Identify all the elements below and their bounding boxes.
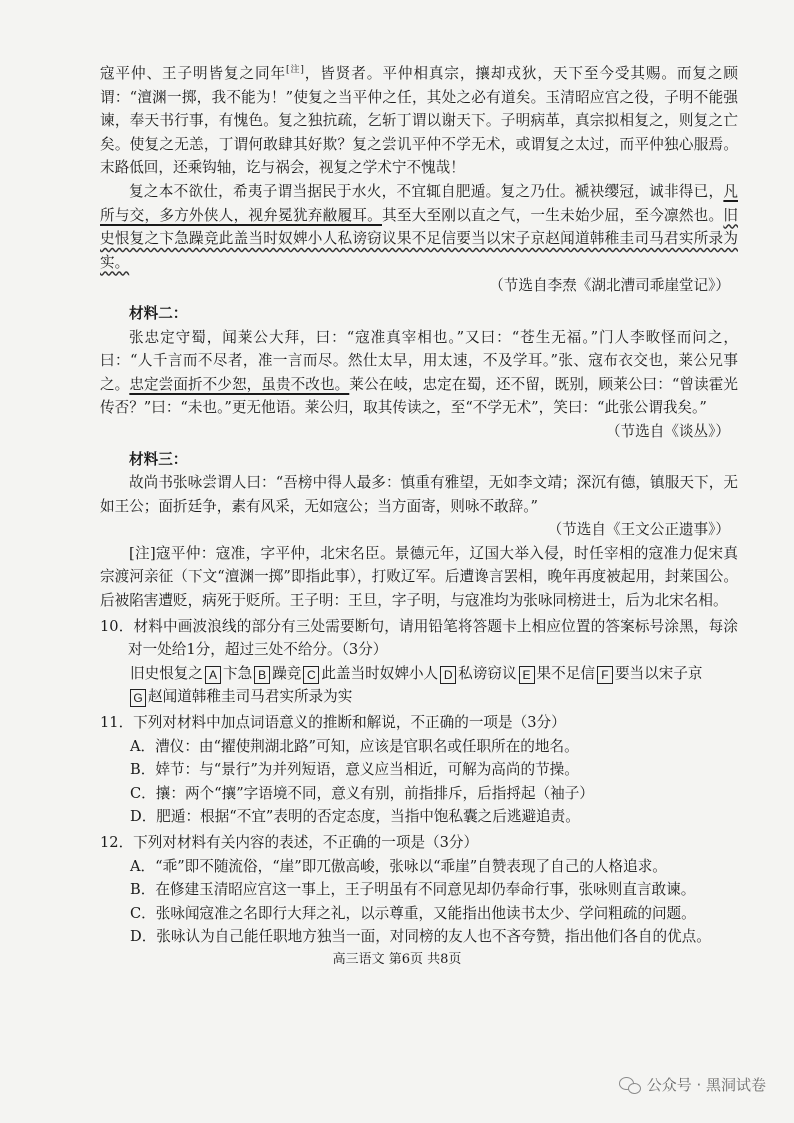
- watermark: [619, 1074, 766, 1095]
- source-3: （节选自《王文公正遗事》）: [547, 521, 730, 539]
- footnote: [注]寇平仲：寇准，字平仲，北宋名臣。景德元年，辽国大举入侵，时任宰相的寇准力促宋真宗渡河亲征（下文“澶渊一掷”即指此事），打败辽军。后遭谗言罢相，晚年再度被起用，封莱国公。后被陷害遭贬，病死于贬所。王子明：王旦，字子明，与寇准均为张咏同榜进士，后为北宋名相。: [100, 544, 738, 610]
- answer-box[interactable]: D: [440, 666, 456, 684]
- question-12-option-b: B．在修建玉清昭应宫这一事上，王子明虽有不同意见却仍奉命行事，张咏则直言敢谏。: [130, 881, 696, 899]
- question-12-option-d: D．张咏认为自己能任职地方独当一面，对同榜的友人也不吝夸赞，指出他们各自的优点。: [130, 928, 711, 946]
- material-text: 莱公在岐，忠定在蜀，还不留，既别，顾莱公曰：“曾读霍光传否？”曰：“未也。”更无他语。莱公归，取其传读之，至“不学无术”，笑曰：“此张公谓我矣。”: [100, 375, 738, 417]
- question-11-option-b: B．婞节：与“景行”为并列短语，意义应当相近，可解为高尚的节操。: [130, 761, 579, 779]
- segment: 果不足信: [536, 664, 595, 682]
- passage-text: 复之本不欲仕，希夷子谓当据民于水火，不宜辄自肥遁。复之乃仕。褫袂缨冠，诚非得已，: [129, 182, 724, 200]
- answer-box[interactable]: F: [597, 666, 613, 684]
- question-11-option-d: D．肥遁：根据“不宜”表明的否定态度，当指中饱私囊之后逃避追责。: [130, 808, 580, 826]
- passage-text: ，皆贤者。平仲相真宗，攘却戎狄，天下至今受其赐。而复之顾谓：“澶渊一掷，我不能为！”使复之当平仲之任，其处之必有道矣。玉清昭应宫之役，子明不能强谏，奉天书行事，有愧色。复之独抗疏，乞斩丁谓以谢天下。子明病革，真宗拟相复之，则复之亡矣。使复之无恙，丁谓何敢肆其好欺？复之尝讥平仲不学无术，或谓复之太过，而平仲独心服焉。末路低回，还乘钩轴，讫与祸会，视复之学术宁不愧哉！: [100, 65, 738, 177]
- material-3-heading: 材料三：: [129, 450, 188, 468]
- answer-box[interactable]: G: [130, 689, 146, 707]
- material-text: 张忠定守蜀，闻莱公大拜，曰：“寇准真宰相也。”又曰：“苍生无福。”门人李畋怪而问之，曰：“人千言而不尽者，准一言而尽。然仕太早，用太速，不及学耳。”张、寇布衣交也，莱公兄事之。: [100, 328, 738, 393]
- watermark-text: 公众号 · 黑洞试卷: [646, 1076, 766, 1094]
- underlined-sentence: 凡所与交，多方外侠人，视弁冕犹弃敝履耳。: [100, 182, 738, 224]
- source-1: （节选自李焘《湖北漕司乖崖堂记》）: [489, 277, 730, 295]
- source-2: （节选自《谈丛》）: [605, 422, 730, 440]
- question-10-stem: 10．材料中画波浪线的部分有三处需要断句，请用铅笔将答题卡上相应位置的答案标号涂黑，每涂对一处给1分，超过三处不给分。（3分）: [100, 617, 738, 659]
- material-3-text: 故尚书张咏尝谓人曰：“吾榜中得人最多：慎重有雅望，无如李文靖；深沉有德，镇服天下，无如王公；面折廷争，素有风采，无如寇公；当方面寄，则咏不敢辞。”: [100, 474, 738, 515]
- passage-text: 其至大至刚以直之气，一生未始少屈，至今凛然也。: [382, 206, 724, 224]
- note-marker: [注]: [286, 65, 304, 76]
- material-2-heading: 材料二：: [129, 304, 188, 322]
- question-10-boxes: [100, 662, 738, 709]
- wavy-underlined-sentence: 旧史恨复之卞急躁竞此盖当时奴婢小人私谤窃议果不足信要当以宋子京赵闻道韩稚圭司马君实所录为实。: [100, 206, 738, 271]
- question-11-option-c: C．攘：两个“攘”字语境不同，意义有别，前指排斥，后指捋起（袖子）: [130, 784, 594, 802]
- passage-text: 寇平仲、王子明皆复之同年: [100, 65, 287, 82]
- wechat-icon: [619, 1076, 641, 1094]
- question-11-option-a: A．漕仪：由“擢使荆湖北路”可知，应该是官职名或任职所在的地名。: [130, 737, 579, 755]
- question-11-stem: 11．下列对材料中加点词语意义的推断和解说，不正确的一项是（3分）: [100, 714, 566, 732]
- answer-box[interactable]: A: [205, 666, 221, 684]
- passage-paragraph-2: [100, 180, 738, 274]
- answer-box[interactable]: C: [303, 666, 319, 684]
- question-12-stem: 12．下列对材料有关内容的表述，不正确的一项是（3分）: [100, 834, 479, 851]
- question-12-option-c: C．张咏闻寇准之名即行大拜之礼，以示尊重，又能指出他读书太少、学问粗疏的问题。: [130, 904, 696, 922]
- question-12-option-a: A．“乖”即不随流俗，“崖”即兀傲高峻，张咏以“乖崖”自赞表现了自己的人格追求。: [130, 857, 667, 875]
- passage-paragraph-1: [100, 62, 738, 180]
- segment: 卞急: [222, 664, 253, 682]
- material-2-text: [100, 326, 738, 420]
- segment: 此盖当时奴婢小人: [321, 664, 439, 682]
- answer-box[interactable]: B: [254, 666, 270, 684]
- underlined-sentence: 忠定尝面折不少恕，虽贵不改也。: [129, 375, 350, 393]
- segment: 私谤窃议: [458, 664, 517, 682]
- segment: 要当以宋子京: [614, 664, 703, 682]
- segment: 躁竞: [272, 664, 302, 682]
- segment: 旧史恨复之: [130, 664, 203, 682]
- answer-box[interactable]: E: [519, 666, 535, 684]
- segment: 赵闻道韩稚圭司马君实所录为实: [148, 688, 353, 706]
- page-footer: 高三语文 第6页 共8页: [332, 952, 462, 967]
